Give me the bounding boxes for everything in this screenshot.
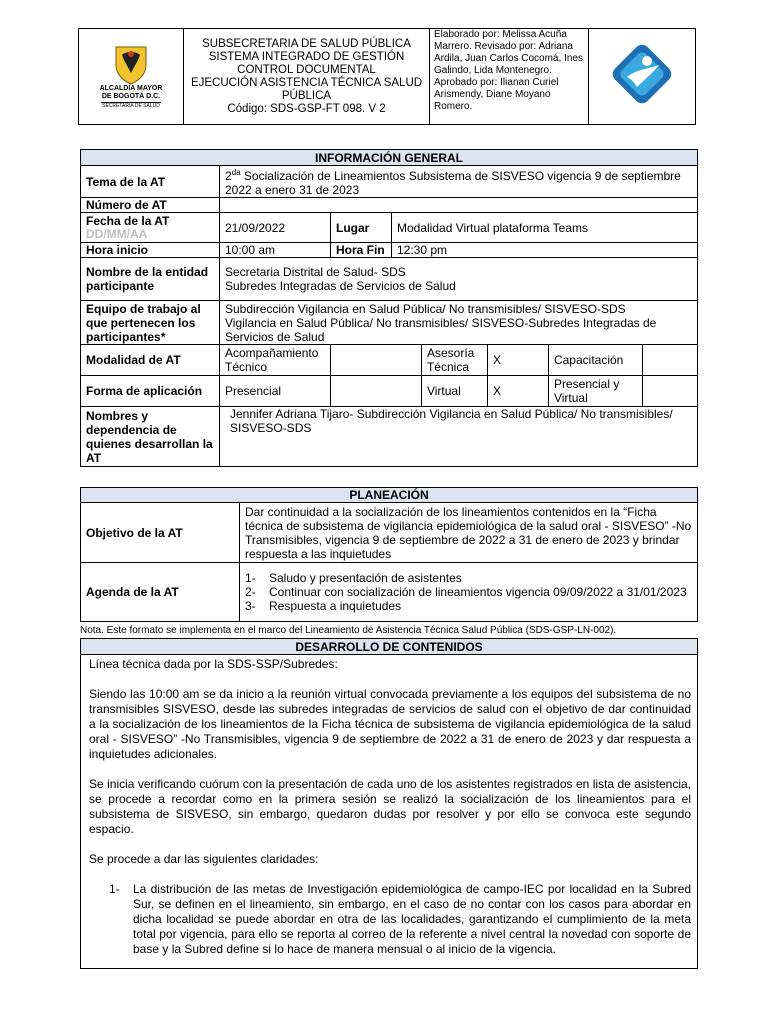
forma-opt3-cell	[548, 376, 697, 407]
agenda-label: Agenda de la AT	[81, 563, 240, 622]
planeacion-table	[80, 487, 698, 622]
lugar-value: Modalidad Virtual plataforma Teams	[392, 213, 698, 243]
objetivo-label: Objetivo de la AT	[81, 503, 240, 563]
desarrollo-table	[80, 638, 698, 969]
header-table	[78, 28, 696, 125]
planeacion-title: PLANEACIÓN	[81, 488, 698, 503]
modalidad-opt1: Acompañamiento Técnico	[220, 345, 331, 376]
modalidad-label: Modalidad de AT	[81, 345, 220, 376]
fecha-hint: DD/MM/AA	[86, 226, 148, 241]
forma-opt1: Presencial	[220, 376, 331, 407]
authors-cell	[430, 29, 589, 125]
desarrollo-paragraph-3: Se procede a dar las siguientes claridades:	[89, 852, 319, 866]
entidad-label: Nombre de la entidad participante	[81, 258, 220, 301]
desarrollo-intro: Línea técnica dada por la SDS-SSP/Subredes:	[89, 657, 338, 671]
authors-text: Elaborado por: Melissa Acuña Marrero. Revisado por: Adriana Ardila, Juan Carlos Cocomá, Ines Galindo, Lida Montenegro. Aprobado por: Ilianan Curiel Arismendy, Diane Moyano Romero.	[434, 29, 583, 112]
forma-opt2-mark: X	[487, 376, 548, 407]
entidad-line-1: Secretaria Distrital de Salud- SDS	[225, 265, 406, 279]
fecha-value: 21/09/2022	[220, 213, 331, 243]
desarrollo-item-num: 1-	[109, 882, 120, 896]
doc-code: Código: SDS-GSP-FT 098. V 2	[227, 102, 386, 115]
agenda-list	[240, 563, 698, 622]
title-line-4: EJECUCIÓN ASISTENCIA TÉCNICA SALUD PÚBLICA	[190, 76, 423, 102]
lugar-label: Lugar	[331, 213, 392, 243]
agenda-num: 2-	[245, 585, 256, 599]
modalidad-opt2: Asesoría Técnica	[421, 345, 487, 376]
org-name-line-2: DE BOGOTÁ D.C.	[101, 93, 161, 100]
entidad-value	[220, 258, 698, 301]
forma-opt1-mark	[331, 376, 422, 407]
modalidad-opt2-mark: X	[487, 345, 548, 376]
forma-opt3: Presencial y Virtual	[549, 376, 643, 406]
title-line-2: SISTEMA INTEGRADO DE GESTIÓN	[208, 50, 405, 63]
agenda-item	[245, 585, 692, 599]
agenda-text: Continuar con socialización de lineamientos vigencia 09/09/2022 a 31/01/2023	[269, 585, 687, 599]
desarrollo-list-item	[89, 882, 691, 957]
org-name-line-1: ALCALDÍA MAYOR	[99, 85, 163, 92]
doc-title-cell	[184, 29, 430, 125]
title-line-3: CONTROL DOCUMENTAL	[237, 63, 376, 76]
equipo-label: Equipo de trabajo al que pertenecen los participantes*	[81, 301, 220, 345]
desarrollo-paragraph-2: Se inicia verificando cuórum con la presentación de cada uno de los asistentes registrados en lista de asistencia, se procede a recordar como en la primera sesión se realizó la socialización de los lineamientos para el subsistema de SISVESO, sin embargo, quedaron dudas por resolver y por ello se convoca este segundo espacio.	[89, 777, 691, 836]
hora-inicio-label: Hora inicio	[81, 243, 220, 258]
equipo-value	[220, 301, 698, 345]
agenda-text: Saludo y presentación de asistentes	[269, 571, 462, 585]
equipo-line-2: Vigilancia en Salud Pública/ No transmisibles/ SISVESO-Subredes Integradas de Servicios de Salud	[225, 315, 657, 344]
tema-text: Socialización de Lineamientos Subsistema de SISVESO vigencia 9 de septiembre 2022 a enero 31 de 2023	[225, 169, 681, 197]
agenda-item	[245, 599, 692, 613]
equipo-line-1: Subdirección Vigilancia en Salud Pública/ No transmisibles/ SISVESO-SDS	[225, 301, 626, 316]
health-logo-icon	[607, 39, 677, 111]
nombres-value: Jennifer Adriana Tijaro- Subdirección Vigilancia en Salud Pública/ No transmisibles/ SISVESO-SDS	[220, 407, 698, 467]
forma-opt2: Virtual	[421, 376, 487, 407]
modalidad-opt1-mark	[331, 345, 422, 376]
forma-opt3-mark	[643, 376, 697, 406]
general-info-title: INFORMACIÓN GENERAL	[81, 150, 698, 166]
agenda-num: 1-	[245, 571, 256, 585]
brand-logo-cell	[589, 29, 696, 125]
tema-value	[220, 166, 698, 198]
title-line-1: SUBSECRETARIA DE SALUD PÚBLICA	[202, 37, 411, 50]
org-logo-cell	[79, 29, 184, 125]
tema-label: Tema de la AT	[81, 166, 220, 198]
entidad-line-2: Subredes Integradas de Servicios de Salud	[225, 279, 456, 293]
desarrollo-paragraph-1: Siendo las 10:00 am se da inicio a la reunión virtual convocada previamente a los equipos del subsistema de no transmisibles SISVESO, desde las subredes integradas de servicios de salud con el objetivo de dar continuidad a la socialización de los lineamientos de la Ficha técnica de subsistema de vigilancia epidemiológica de la salud oral - SISVESO” -No Transmisibles, vigencia 9 de septiembre de 2022 a 31 de enero de 2023 y dar respuesta a inquietudes adicionales.	[89, 687, 691, 761]
agenda-item	[245, 571, 692, 585]
org-sub: SECRETARÍA DE SALUD	[102, 103, 160, 109]
hora-inicio-value: 10:00 am	[220, 243, 331, 258]
objetivo-value: Dar continuidad a la socialización de los lineamientos contenidos en la “Ficha técnica de subsistema de vigilancia epidemiológica de la salud oral - SISVESO” -No Transmisibles, vigencia 9 de septiembre de 2022 a 31 de enero de 2023 y brindar respuesta a las inquietudes	[240, 503, 698, 563]
desarrollo-body	[81, 655, 698, 969]
format-note: Nota. Este formato se implementa en el marco del Lineamiento de Asistencia Técnica Salud Pública (SDS-GSP-LN-002).	[80, 625, 617, 636]
fecha-label-cell	[81, 213, 220, 243]
nombres-label: Nombres y dependencia de quienes desarrollan la AT	[81, 407, 220, 467]
bogota-shield-icon	[112, 43, 150, 85]
desarrollo-title: DESARROLLO DE CONTENIDOS	[81, 639, 698, 655]
hora-fin-value: 12:30 pm	[392, 243, 698, 258]
hora-fin-label: Hora Fin	[331, 243, 392, 258]
general-info-table	[80, 149, 698, 467]
modalidad-opt3-mark	[643, 345, 697, 375]
agenda-num: 3-	[245, 599, 256, 613]
agenda-text: Respuesta a inquietudes	[269, 599, 402, 613]
modalidad-opt3: Capacitación	[549, 345, 643, 375]
desarrollo-item-text: La distribución de las metas de Investigación epidemiológica de campo-IEC por localidad en la Subred Sur, se definen en el lineamiento, sin embargo, en el caso de no contar con los casos para abordar en dicha localidad se puede abordar en otra de las localidades, garantizando el cumplimiento de la meta total por vigencia, para ello se reporta al correo de la referente a nivel central la novedad con soporte de base y la Subred define si lo hace de manera mensual o al inicio de la vigencia.	[133, 882, 691, 956]
tema-sup: da	[231, 168, 241, 177]
numero-value	[220, 198, 698, 213]
tema-num: 2	[225, 169, 232, 183]
forma-label: Forma de aplicación	[81, 376, 220, 407]
fecha-label: Fecha de la AT	[86, 213, 170, 228]
numero-label: Número de AT	[81, 198, 220, 213]
modalidad-opt3-cell	[548, 345, 697, 376]
